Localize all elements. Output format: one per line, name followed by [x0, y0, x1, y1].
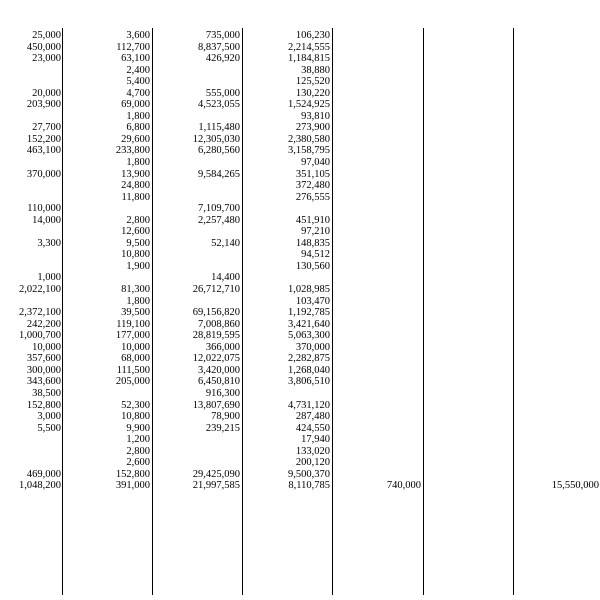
table-cell: 3,421,640: [288, 318, 330, 330]
table-row: [0, 122, 600, 134]
table-cell: 5,063,300: [288, 330, 330, 342]
table-row: [0, 226, 600, 238]
table-cell: 11,800: [121, 191, 150, 203]
table-cell: 23,000: [32, 53, 61, 65]
table-cell: 111,500: [116, 364, 150, 376]
table-cell: 130,560: [295, 260, 330, 272]
table-cell: 119,100: [116, 318, 150, 330]
table-row: [0, 65, 600, 77]
table-cell: 10,800: [121, 411, 150, 423]
table-cell: 4,731,120: [288, 399, 330, 411]
table-cell: 78,900: [211, 411, 240, 423]
table-cell: 152,200: [26, 133, 61, 145]
table-cell: 26,712,710: [192, 284, 240, 296]
table-cell: 106,230: [295, 30, 330, 41]
table-cell: 2,257,480: [198, 214, 240, 226]
table-cell: 39,500: [121, 307, 150, 319]
table-cell: 133,020: [295, 445, 330, 457]
table-cell: 6,800: [126, 122, 150, 134]
table-cell: 5,500: [37, 422, 61, 434]
table-cell: 38,500: [32, 387, 61, 399]
table-cell: 4,700: [126, 87, 150, 99]
table-row: [0, 319, 600, 331]
table-cell: 3,806,510: [288, 376, 330, 388]
table-row: [0, 249, 600, 261]
table-cell: 69,000: [121, 99, 150, 111]
table-cell: 469,000: [26, 468, 61, 480]
table-row: [0, 284, 600, 296]
table-cell: 10,000: [32, 341, 61, 353]
table-cell: 1,184,815: [288, 53, 330, 65]
table-cell: 20,000: [32, 87, 61, 99]
table-cell: 366,000: [205, 341, 240, 353]
table-cell: 125,520: [295, 76, 330, 88]
table-row: [0, 53, 600, 65]
table-cell: 1,000: [37, 272, 61, 284]
table-cell: 69,156,820: [192, 307, 240, 319]
table-cell: 177,000: [115, 330, 150, 342]
table-row: [0, 42, 600, 54]
table-cell: 351,105: [295, 168, 330, 180]
table-cell: 5,400: [126, 76, 150, 88]
table-row: [0, 111, 600, 123]
table-row: [0, 215, 600, 227]
table-cell: 1,028,985: [288, 284, 330, 296]
table-cell: 52,300: [121, 399, 150, 411]
table-cell: 68,000: [121, 353, 150, 365]
table-cell: 152,800: [26, 399, 61, 411]
table-row: [0, 457, 600, 469]
table-cell: 14,000: [32, 214, 61, 226]
table-cell: 463,100: [26, 145, 61, 157]
table-row: [0, 400, 600, 412]
table-cell: 740,000: [386, 480, 421, 492]
table-cell: 205,000: [115, 376, 150, 388]
table-cell: 1,200: [126, 434, 150, 446]
table-cell: 555,000: [205, 87, 240, 99]
table-cell: 9,900: [126, 422, 150, 434]
table-row: [0, 88, 600, 100]
table-cell: 52,140: [211, 237, 240, 249]
table-cell: 276,555: [295, 191, 330, 203]
table-cell: 2,380,580: [288, 133, 330, 145]
table-row: [0, 434, 600, 446]
table-row: [0, 76, 600, 88]
table-cell: 12,305,030: [192, 133, 240, 145]
table-cell: 7,109,700: [198, 203, 240, 215]
table-cell: 130,220: [295, 87, 330, 99]
table-row: [0, 30, 600, 42]
table-cell: 239,215: [205, 422, 240, 434]
table-cell: 97,210: [301, 226, 330, 238]
table-row: [0, 169, 600, 181]
table-cell: 1,192,785: [288, 307, 330, 319]
table-cell: 1,115,480: [198, 122, 240, 134]
table-row: [0, 469, 600, 481]
table-cell: 29,425,090: [192, 468, 240, 480]
table-cell: 2,214,555: [288, 41, 330, 53]
table-row: [0, 99, 600, 111]
table-cell: 343,600: [26, 376, 61, 388]
table-row: [0, 134, 600, 146]
table-row: [0, 411, 600, 423]
table-cell: 13,807,690: [192, 399, 240, 411]
table-row: [0, 353, 600, 365]
table-row: [0, 423, 600, 435]
table-row: [0, 480, 600, 492]
table-cell: 3,600: [126, 30, 150, 41]
table-cell: 372,480: [295, 180, 330, 192]
table-cell: 1,900: [126, 260, 150, 272]
table-cell: 27,700: [32, 122, 61, 134]
table-row: [0, 261, 600, 273]
table-cell: 426,920: [205, 53, 240, 65]
table-cell: 424,550: [295, 422, 330, 434]
table-cell: 9,584,265: [198, 168, 240, 180]
table-cell: 10,800: [121, 249, 150, 261]
table-cell: 916,300: [205, 387, 240, 399]
table-cell: 148,835: [295, 237, 330, 249]
table-cell: 8,110,785: [288, 480, 330, 492]
table-cell: 451,910: [295, 214, 330, 226]
table-cell: 103,470: [295, 295, 330, 307]
table-cell: 2,800: [126, 445, 150, 457]
table-cell: 735,000: [205, 30, 240, 41]
table-cell: 370,000: [26, 168, 61, 180]
table-body: [0, 30, 600, 492]
table-cell: 391,000: [115, 480, 150, 492]
table-cell: 203,900: [26, 99, 61, 111]
table-cell: 1,000,700: [19, 330, 61, 342]
table-cell: 6,280,560: [198, 145, 240, 157]
table-row: [0, 180, 600, 192]
table-row: [0, 192, 600, 204]
table-row: [0, 376, 600, 388]
table-cell: 15,550,000: [551, 480, 599, 492]
table-cell: 8,837,500: [198, 41, 240, 53]
table-cell: 24,800: [121, 180, 150, 192]
table-cell: 287,480: [295, 411, 330, 423]
table-cell: 3,420,000: [198, 364, 240, 376]
table-cell: 273,900: [295, 122, 330, 134]
table-cell: 1,524,925: [288, 99, 330, 111]
table-cell: 3,158,795: [288, 145, 330, 157]
table-cell: 63,100: [121, 53, 150, 65]
table-cell: 10,000: [121, 341, 150, 353]
table-row: [0, 330, 600, 342]
table-cell: 450,000: [26, 41, 61, 53]
table-row: [0, 446, 600, 458]
table-row: [0, 157, 600, 169]
table-row: [0, 296, 600, 308]
table-cell: 3,300: [37, 237, 61, 249]
table-cell: 2,372,100: [19, 307, 61, 319]
table-cell: 233,800: [115, 145, 150, 157]
table-cell: 93,810: [301, 110, 330, 122]
table-row: [0, 238, 600, 250]
table-row: [0, 365, 600, 377]
table-cell: 370,000: [295, 341, 330, 353]
table-row: [0, 388, 600, 400]
table-cell: 2,400: [126, 64, 150, 76]
table-cell: 12,600: [121, 226, 150, 238]
table-cell: 2,282,875: [288, 353, 330, 365]
table-row: [0, 307, 600, 319]
table-cell: 1,048,200: [19, 480, 61, 492]
table-cell: 242,200: [26, 318, 61, 330]
table-cell: 17,940: [301, 434, 330, 446]
table-cell: 2,022,100: [19, 284, 61, 296]
table-cell: 1,800: [126, 110, 150, 122]
table-cell: 300,000: [26, 364, 61, 376]
table-cell: 29,600: [121, 133, 150, 145]
table-cell: 3,000: [37, 411, 61, 423]
table-row: [0, 342, 600, 354]
table-cell: 152,800: [115, 468, 150, 480]
table-cell: 38,880: [301, 64, 330, 76]
table-cell: 1,800: [126, 157, 150, 169]
table-cell: 9,500: [126, 237, 150, 249]
table-cell: 9,500,370: [288, 468, 330, 480]
table-cell: 81,300: [121, 284, 150, 296]
table-cell: 25,000: [32, 30, 61, 41]
table-cell: 13,900: [121, 168, 150, 180]
table-cell: 1,268,040: [288, 364, 330, 376]
table-cell: 14,400: [211, 272, 240, 284]
table-cell: 21,997,585: [192, 480, 240, 492]
table-cell: 112,700: [116, 41, 150, 53]
table-cell: 1,800: [126, 295, 150, 307]
table-cell: 12,022,075: [192, 353, 240, 365]
table-cell: 97,040: [301, 157, 330, 169]
table-cell: 2,800: [126, 214, 150, 226]
table-cell: 28,819,595: [192, 330, 240, 342]
table-cell: 94,512: [301, 249, 330, 261]
table-cell: 110,000: [27, 203, 61, 215]
table-cell: 357,600: [26, 353, 61, 365]
table-cell: 7,008,860: [198, 318, 240, 330]
table-row: [0, 145, 600, 157]
table-cell: 2,600: [126, 457, 150, 469]
table-row: [0, 272, 600, 284]
table-cell: 6,450,810: [198, 376, 240, 388]
table-cell: 4,523,055: [198, 99, 240, 111]
table-row: [0, 203, 600, 215]
table-cell: 200,120: [295, 457, 330, 469]
